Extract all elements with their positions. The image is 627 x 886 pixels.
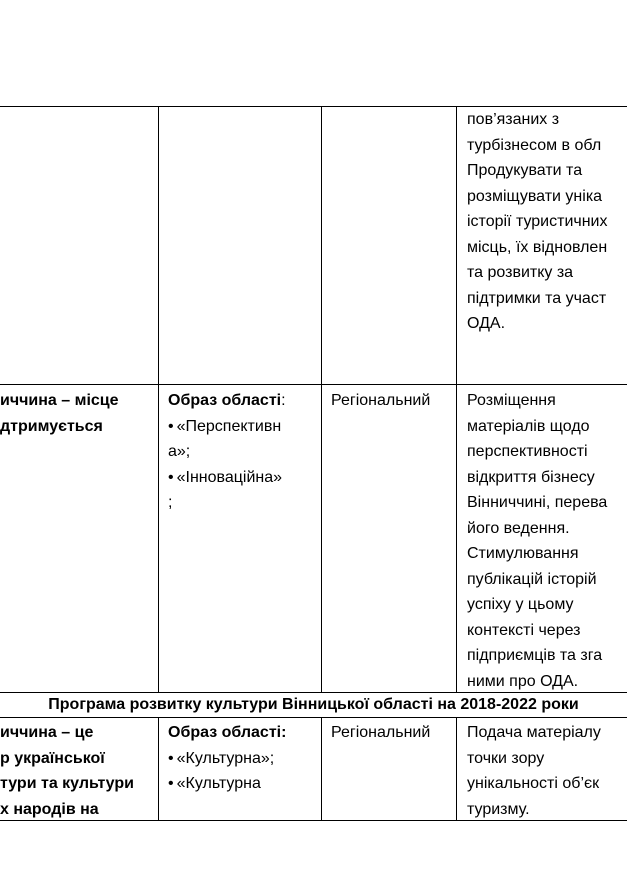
- row2-measures-cell: [467, 388, 607, 694]
- text-line: [168, 388, 286, 414]
- text-line: Регіональний: [331, 724, 431, 741]
- text-line: дтримується: [0, 417, 103, 435]
- column-divider: [456, 106, 457, 692]
- text-line: розміщувати уніка: [467, 187, 603, 205]
- row3-slogan-cell: [0, 720, 134, 822]
- bullet-item: • «Культурна: [168, 771, 286, 797]
- text-line: перспективності: [467, 443, 588, 460]
- text-line: унікальності об’єк: [467, 775, 600, 792]
- text-line: матеріалів щодо: [467, 417, 590, 435]
- text-line: турбізнесом в обл: [467, 136, 602, 154]
- row-divider: [0, 717, 627, 718]
- text-line: Подача матеріалу: [467, 724, 601, 741]
- text-line: Розміщення: [467, 392, 556, 409]
- text-line: пов’язаних з: [467, 111, 560, 128]
- text-line: успіху у цьому: [467, 596, 574, 613]
- row3-image-cell: [168, 720, 286, 797]
- text-line: місць, їх відновлен: [467, 238, 608, 256]
- row3-measures-cell: [467, 720, 601, 822]
- text-line: підтримки та участ: [467, 289, 607, 307]
- text-line: його ведення.: [467, 519, 570, 537]
- text-line: тури та культури: [0, 775, 134, 792]
- text-line: Продукувати та: [467, 162, 583, 179]
- text-line: відкриття бізнесу: [467, 468, 595, 486]
- row2-slogan-cell: [0, 388, 119, 439]
- row2-image-cell: [168, 388, 286, 516]
- text-line: ОДА.: [467, 315, 506, 332]
- row1-measures-cell: [467, 107, 607, 337]
- text-line: Регіональний: [331, 392, 431, 409]
- row3-level-cell: [331, 720, 430, 746]
- text-line: ;: [168, 494, 173, 511]
- row-divider: [0, 384, 627, 385]
- column-divider: [456, 717, 457, 820]
- bullet-item: • «Культурна»;: [168, 746, 286, 772]
- text-line: туризму.: [467, 800, 530, 818]
- text-line: иччина – це: [0, 724, 94, 741]
- column-divider: [158, 106, 159, 692]
- text-line: та розвитку за: [467, 264, 574, 281]
- image-label: Образ області: [168, 392, 282, 409]
- text-line: підприємців та зга: [467, 647, 603, 664]
- text-line: р української: [0, 749, 105, 767]
- column-divider: [321, 717, 322, 820]
- text-line: Вінниччині, перева: [467, 494, 608, 511]
- image-label-colon: :: [281, 392, 286, 409]
- bullet-item: • «Перспективн: [168, 414, 286, 440]
- text-line: ними про ОДА.: [467, 672, 579, 690]
- text-line: точки зору: [467, 749, 545, 767]
- column-divider: [321, 106, 322, 692]
- section-title: Програма розвитку культури Вінницької області на 2018-2022 роки: [48, 696, 579, 713]
- text-line: контексті через: [467, 621, 581, 639]
- text-line: Стимулювання: [467, 545, 579, 562]
- bullet-item: • «Інноваційна»: [168, 465, 286, 491]
- text-line: а»;: [168, 443, 191, 460]
- text-line: історії туристичних: [467, 213, 608, 230]
- row2-level-cell: [331, 388, 430, 414]
- text-line: публікацій історій: [467, 570, 597, 588]
- text-line: х народів на: [0, 800, 99, 818]
- text-line: иччина – місце: [0, 392, 119, 409]
- column-divider: [158, 717, 159, 820]
- image-label: Образ області:: [168, 724, 287, 741]
